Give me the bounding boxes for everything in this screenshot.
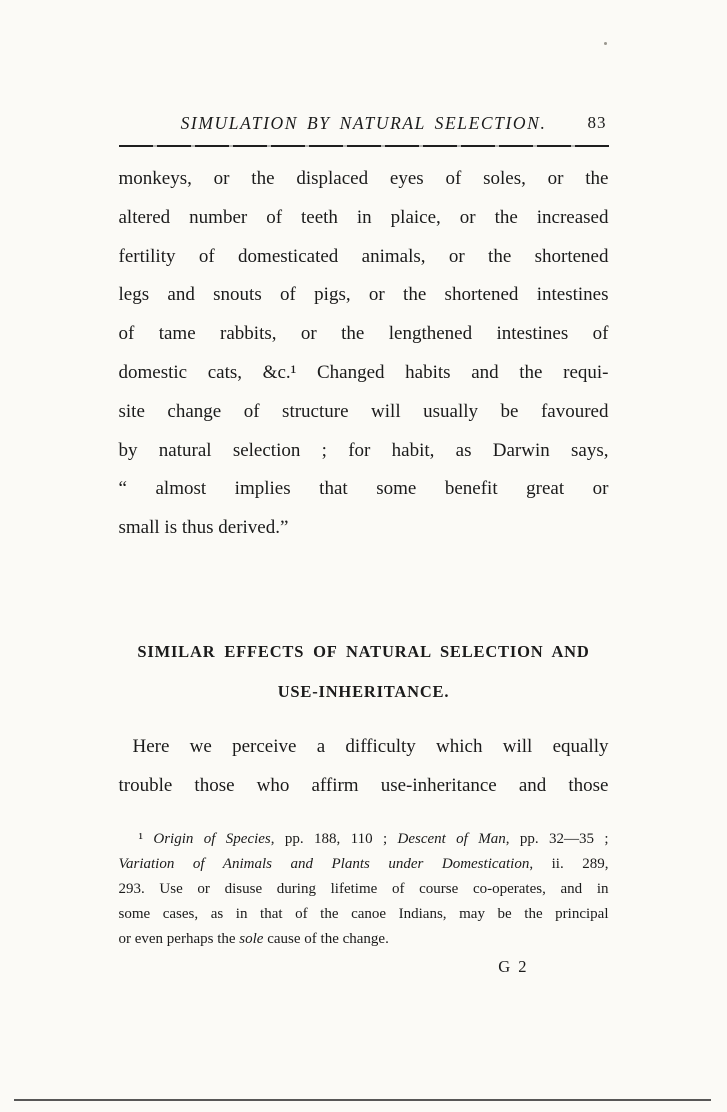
text-line [119, 927, 609, 952]
text-line [119, 902, 609, 927]
paragraph-1 [119, 160, 609, 548]
plain-text: , pp. 32—35 ; [505, 830, 609, 847]
plain-text: , ii. 289, [529, 855, 609, 872]
header-rule [119, 145, 609, 147]
section-heading [119, 632, 609, 712]
italic-text: Descent of Man [397, 830, 506, 847]
plain-text: 293. Use or disuse during lifetime of course co-operates, and in [118, 880, 609, 897]
italic-text: Origin of Species [153, 830, 271, 847]
plain-text: some cases, as in that of the canoe Indians, may be the principal [118, 905, 609, 922]
running-head-title: SIMULATION BY NATURAL SELECTION. [180, 113, 547, 133]
text-line [119, 877, 609, 902]
text-line: domestic cats, &c.¹ Changed habits and the requi- [118, 361, 609, 383]
text-line: fertility of domesticated animals, or the shortened [118, 245, 609, 267]
text-line: “ almost implies that some benefit great or [118, 478, 609, 500]
italic-text: Variation of Animals and Plants under Domestication [118, 855, 530, 872]
page-header [119, 110, 609, 136]
plain-text: , pp. 188, 110 ; [270, 830, 398, 847]
scan-speck [604, 42, 607, 45]
text-line: small is thus derived.” [118, 517, 289, 539]
italic-text: sole [239, 930, 264, 947]
text-line [119, 827, 609, 852]
scan-edge-line [14, 1099, 711, 1101]
text-line: monkeys, or the displaced eyes of soles, or the [118, 168, 609, 189]
plain-text: or even perhaps the [118, 930, 240, 947]
text-line: trouble those who affirm use-inheritance and those [118, 774, 609, 796]
text-line: altered number of teeth in plaice, or the increased [118, 206, 609, 228]
text-line: of tame rabbits, or the lengthened intestines of [118, 323, 609, 345]
text-line: legs and snouts of pigs, or the shortened intestines [118, 284, 609, 306]
text-line: Here we perceive a difficulty which will equally [132, 735, 609, 757]
text-block [119, 0, 609, 977]
text-line: site change of structure will usually be favoured [118, 400, 609, 422]
text-line [119, 852, 609, 877]
page-number: 83 [587, 113, 607, 132]
paragraph-2 [119, 728, 609, 806]
footnote [119, 827, 609, 952]
section-heading-line1: SIMILAR EFFECTS OF NATURAL SELECTION AND [137, 641, 590, 661]
printer-signature: G 2 [498, 956, 529, 976]
plain-text: ¹ [138, 830, 154, 847]
plain-text: cause of the change. [263, 930, 389, 947]
section-heading-line2: USE-INHERITANCE. [277, 681, 450, 701]
text-line: by natural selection ; for habit, as Darwin says, [118, 439, 609, 461]
